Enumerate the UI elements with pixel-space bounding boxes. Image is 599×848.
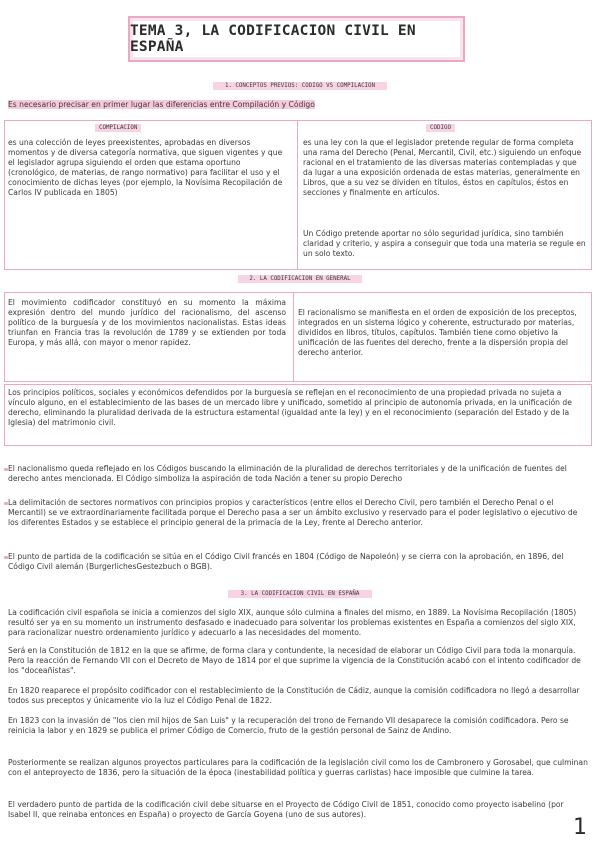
box-divider bbox=[293, 293, 294, 381]
bourgeois-principles: Los principios políticos, sociales y económicos defendidos por la burguesía se reflejan en el reconocimiento de una propiedad privada no sujeta a vínculo alguno, en el establecimiento de las bases de un mercado libre y unificado, sometido al principio de autonomía privada, en la unificación de derecho, eliminando la pluralidad derivada de la estructura estamental (igualdad ante la ley) y en el reconocimiento (separación del Estado y de la Iglesia) del matrimonio civil. bbox=[8, 388, 572, 427]
starting-point-paragraph: El punto de partida de la codificación se sitúa en el Código Civil francés en 1804 (Código de Napoleón) y se cierra con la aprobación, en 1896, del Código Civil alemán (BurgerlichesGestezbuch o BGB). bbox=[8, 552, 564, 571]
later-projects-paragraph: Posteriormente se realizan algunos proyectos particulares para la codificación de la legislación civil como los de Cambronero y Gorosabel, que culminan con el anteproyecto de 1836, pero la situación de la época (inestabilidad política y guerras carlistas) hace imposible que culmine la tarea. bbox=[8, 758, 588, 777]
rationalism: El racionalismo se manifiesta en el orden de exposición de los preceptos, integrados en un sistema lógico y coherente, estructurado por materias, divididos en libros, títulos, capítulos. También tiene como objetivo la unificación de las fuentes del derecho, frente a la dispersión propia del derecho anterior. bbox=[298, 308, 577, 357]
year-1823-paragraph: En 1823 con la invasión de "los cien mil hijos de San Luis" y la recuperación del trono de Fernando VII desaparece la comisión codificadora. Pero se reinicia la labor y en 1829 se publica el primer Código de Comercio, fruto de la gestión personal de Sainz de Andino. bbox=[8, 716, 569, 735]
table-divider bbox=[297, 121, 298, 269]
col-head-compilacion: COMPILACION bbox=[95, 124, 141, 132]
constitution-1812-paragraph: Será en la Constitución de 1812 en la que se afirme, de forma clara y contundente, la necesidad de elaborar un Código Civil para toda la monarquía. Pero la reacción de Fernando VII con el Decreto de Mayo de 1814 por el que suprime la vigencia de la Constitución acabó con el intento codificador de los "doceañistas". bbox=[8, 646, 581, 675]
year-1820-paragraph: En 1820 reaparece el propósito codificador con el restablecimiento de la Constitución de Cádiz, aunque la comisión codificadora no llegó a desarrollar todos sus preceptos y únicamente vio la luz el Código Penal de 1822. bbox=[8, 686, 580, 705]
section-1-heading: 1. CONCEPTOS PREVIOS: CODIGO VS COMPILACION bbox=[213, 82, 387, 90]
page-number: 1 bbox=[573, 815, 587, 840]
compilacion-definition: es una colección de leyes preexistentes, aprobadas en diversos momentos y de diversa categoría normativa, que siguen vigentes y que el legislador agrupa siguiendo el orden que estama oportuno (cronológico, de materias, de rango normativo) para facilitar el uso y el conocimiento de dichas leyes (por ejemplo, la Novísima Recopilación de Carlos IV publicada en 1805) bbox=[8, 138, 283, 197]
codigo-definition: es una ley con la que el legislador pretende regular de forma completa una rama del Derecho (Penal, Mercantil, Civil, etc.) siguiendo un enfoque racional en el tratamiento de las diversas materias contempladas y que da lugar a una exposición ordenada de estas materias, generalmente en Libros, que a su vez se dividen en títulos, éstos en capítulos, éstos en secciones y finalmente en artículos. bbox=[303, 138, 582, 197]
page-title: TEMA 3, LA CODIFICACION CIVIL EN ESPAÑA bbox=[130, 23, 416, 55]
col-head-codigo: CODIGO bbox=[426, 124, 455, 132]
nationalism-paragraph: El nacionalismo queda reflejado en los Códigos buscando la eliminación de la pluralidad de derechos territoriales y de la unificación de fuentes del derecho antes mencionada. El Código simboliza la aspiración de toda Nación a tener su propio Derecho bbox=[8, 464, 567, 483]
codigo-aim: Un Código pretende aportar no sólo seguridad jurídica, sino también claridad y criterio, y aspira a conseguir que toda una materia se regule en un solo texto. bbox=[303, 229, 586, 258]
normative-sectors-paragraph: La delimitación de sectores normativos con principios propios y característicos (entre ellos el Derecho Civil, pero también el Derecho Penal o el Mercantil) se ve extraordinariamente facilitada porque el Derecho pasa a ser un ámbito exclusivo y reservado para el poder legislativo o ejecutivo de los diferentes Estados y se establece el principio general de la primacía de la Ley, frente al Derecho anterior. bbox=[8, 498, 578, 527]
codification-movement: El movimiento codificador constituyó en su momento la máxima expresión dentro del mundo jurídico del racionalismo, del ascenso político de la burguesía y de los movimientos nacionalistas. Estas ideas triunfan en Francia tras la revolución de 1789 y se extienden por toda Europa, y más allá, con mayor o menor rapidez. bbox=[8, 298, 286, 347]
title-box bbox=[128, 16, 465, 62]
section-2-heading: 2. LA CODIFICACION EN GENERAL bbox=[238, 275, 362, 283]
project-1851-paragraph: El verdadero punto de partida de la codificación civil debe situarse en el Proyecto de Código Civil de 1851, conocido como proyecto isabelino (por Isabel II, que reinaba entonces en España) o proyecto de García Goyena (uno de sus autores). bbox=[8, 800, 564, 819]
spain-start-paragraph: La codificación civil española se inicia a comienzos del siglo XIX, aunque sólo culmina a finales del mismo, en 1889. La Novísima Recopilación (1805) resultó ser ya en su momento un instrumento desfasado e inadecuado para solventar los problemas existentes en España a comienzos del siglo XIX, para racionalizar nuestro ordenamiento jurídico y adecuarlo a las necesidades del momento. bbox=[8, 608, 577, 637]
section-3-heading: 3. LA CODIFICACION CIVIL EN ESPAÑA bbox=[228, 590, 372, 598]
section-1-intro: Es necesario precisar en primer lugar las diferencias entre Compilación y Código bbox=[8, 100, 315, 109]
